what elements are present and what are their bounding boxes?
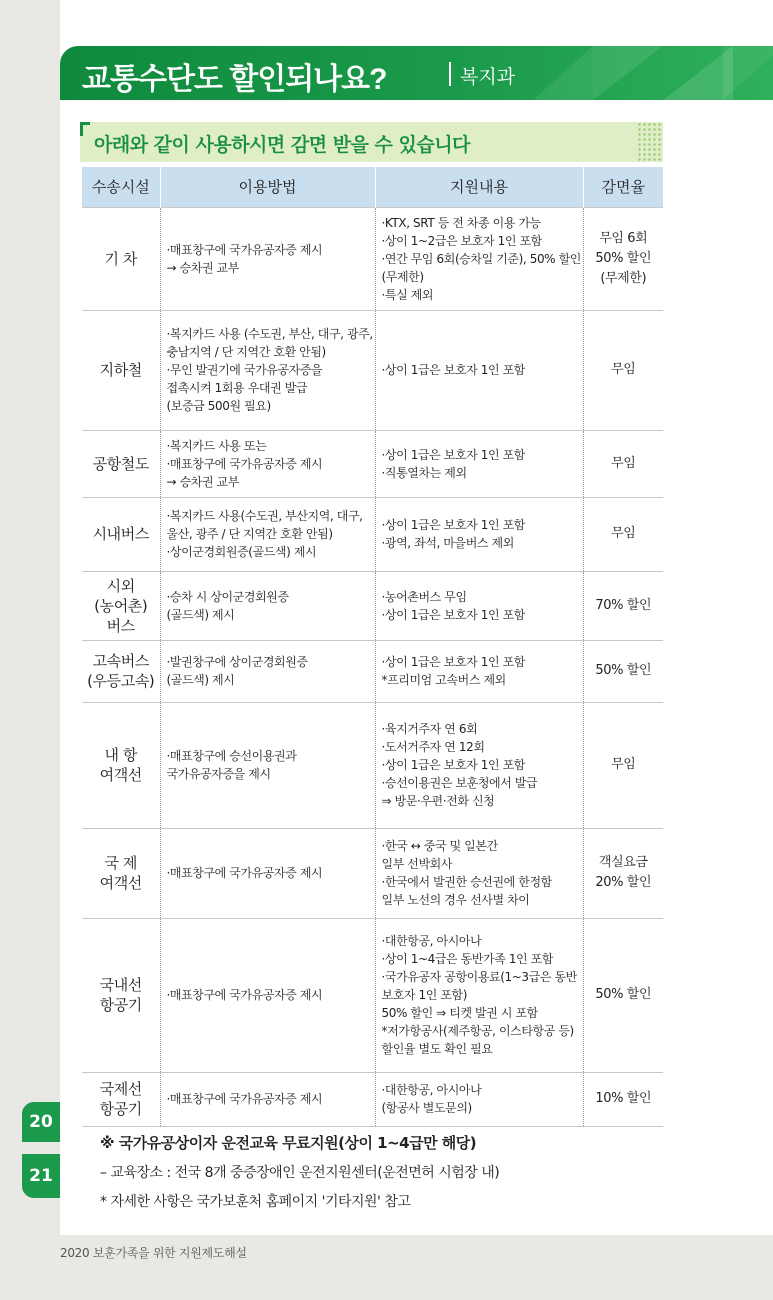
cell-line: 국가유공자증을 제시 bbox=[166, 767, 271, 781]
cell-line: ·상이 1급은 보호자 1인 포함 bbox=[381, 518, 525, 532]
cell-line: ·직통열차는 제외 bbox=[381, 465, 467, 480]
table-row bbox=[82, 430, 663, 497]
cell-line: ·복지카드 사용(수도권, 부산지역, 대구, bbox=[166, 509, 363, 523]
page-number-21: 21 bbox=[22, 1154, 60, 1198]
cell-line: 버스 bbox=[106, 616, 135, 635]
cell-line: ·한국 ↔ 중국 및 일본간 bbox=[381, 839, 498, 853]
dot-pattern bbox=[637, 122, 663, 162]
subheading-box bbox=[80, 122, 663, 162]
driving-education-note: ※ 국가유공상이자 운전교육 무료지원(상이 1~4급만 해당) bbox=[100, 1134, 477, 1152]
cell-line: ·복지카드 사용 (수도권, 부산, 대구, 광주, bbox=[166, 327, 373, 341]
cell-line: (보증금 500원 필요) bbox=[166, 399, 271, 413]
cell-line: 무임 bbox=[611, 455, 636, 471]
method-cell bbox=[160, 640, 375, 702]
cell-line: (농어촌) bbox=[94, 596, 148, 615]
cell-line: 울산, 광주 / 단 지역간 호환 안됨) bbox=[166, 527, 333, 541]
cell-line: ·도서거주자 연 12회 bbox=[381, 740, 485, 754]
cell-line: 항공기 bbox=[99, 996, 142, 1014]
rate-cell bbox=[583, 702, 663, 828]
cell-line: 공항철도 bbox=[92, 454, 149, 473]
cell-line: 국내선 bbox=[99, 976, 142, 994]
method-cell bbox=[160, 207, 375, 310]
cell-line: → 승차권 교부 bbox=[166, 260, 239, 275]
cell-line: ·매표창구에 국가유공자증 제시 bbox=[166, 1092, 323, 1106]
rate-cell bbox=[583, 1072, 663, 1126]
support-cell bbox=[375, 918, 583, 1072]
cell-line: → 승차권 교부 bbox=[166, 474, 239, 489]
cell-line: ·농어촌버스 무임 bbox=[381, 589, 467, 604]
table-header-row bbox=[82, 167, 663, 207]
facility-cell bbox=[82, 918, 160, 1072]
cell-line: ·육지거주자 연 6회 bbox=[381, 722, 478, 736]
facility-cell bbox=[82, 640, 160, 702]
cell-line: 70% 할인 bbox=[595, 597, 652, 613]
cell-line: (골드색) 제시 bbox=[166, 607, 235, 622]
table-row bbox=[82, 702, 663, 828]
column-header: 수송시설 bbox=[82, 167, 160, 207]
title-divider bbox=[449, 62, 451, 86]
support-cell bbox=[375, 702, 583, 828]
cell-line: *저가항공사(제주항공, 이스타항공 등) bbox=[381, 1024, 574, 1038]
rate-cell bbox=[583, 310, 663, 430]
cell-line: ·상이 1~2급은 보호자 1인 포함 bbox=[381, 233, 542, 248]
table-row bbox=[82, 497, 663, 571]
cell-line: ·발권창구에 상이군경회원증 bbox=[166, 655, 308, 669]
method-cell bbox=[160, 828, 375, 918]
cell-line: 무임 bbox=[611, 757, 636, 772]
page-title: 교통수단도 할인되나요? bbox=[82, 63, 387, 96]
rate-cell bbox=[583, 828, 663, 918]
cell-line: 무임 6회 bbox=[599, 230, 648, 246]
cell-line: ·KTX, SRT 등 전 차종 이용 가능 bbox=[381, 215, 541, 230]
cell-line: 할인율 별도 확인 필요 bbox=[381, 1042, 493, 1056]
cell-line: (무제한) bbox=[600, 270, 647, 286]
cell-line: 국 제 bbox=[104, 854, 138, 872]
support-cell bbox=[375, 828, 583, 918]
transport-discount-table bbox=[82, 167, 663, 1127]
cell-line: ·상이 1급은 보호자 1인 포함 bbox=[381, 363, 525, 377]
subheading-text: 아래와 같이 사용하시면 감면 받을 수 있습니다 bbox=[94, 134, 470, 156]
cell-line: ⇒ 방문·우편·전화 신청 bbox=[381, 794, 495, 808]
facility-cell bbox=[82, 310, 160, 430]
cell-line: 내 항 bbox=[104, 746, 138, 764]
support-cell bbox=[375, 430, 583, 497]
cell-line: 접촉시켜 1회용 우대권 발급 bbox=[166, 381, 308, 395]
cell-line: 20% 할인 bbox=[595, 875, 652, 890]
cell-line: 항공기 bbox=[99, 1100, 142, 1118]
cell-line: 고속버스 bbox=[92, 652, 149, 670]
rate-cell bbox=[583, 918, 663, 1072]
cell-line: 충남지역 / 단 지역간 호환 안됨) bbox=[166, 345, 326, 359]
facility-cell bbox=[82, 828, 160, 918]
cell-line: (항공사 별도문의) bbox=[381, 1101, 472, 1115]
page-number-20: 20 bbox=[22, 1102, 60, 1142]
corner-bracket-icon bbox=[80, 122, 90, 136]
cell-line: 무임 bbox=[611, 362, 636, 377]
cell-line: 국제선 bbox=[99, 1080, 142, 1098]
method-cell bbox=[160, 702, 375, 828]
cell-line: 10% 할인 bbox=[595, 1091, 652, 1106]
table-row bbox=[82, 828, 663, 918]
cell-line: ·매표창구에 국가유공자증 제시 bbox=[166, 456, 323, 471]
cell-line: 지하철 bbox=[99, 361, 142, 379]
table-row bbox=[82, 1072, 663, 1126]
rate-cell bbox=[583, 571, 663, 640]
cell-line: ·상이 1급은 보호자 1인 포함 bbox=[381, 607, 525, 622]
support-cell bbox=[375, 640, 583, 702]
table-row bbox=[82, 918, 663, 1072]
rate-cell bbox=[583, 640, 663, 702]
homepage-reference-note: * 자세한 사항은 국가보훈처 홈페이지 '기타지원' 참고 bbox=[100, 1194, 411, 1210]
cell-line: ·대한항공, 아시아나 bbox=[381, 934, 482, 948]
cell-line: ·특실 제외 bbox=[381, 287, 434, 302]
method-cell bbox=[160, 918, 375, 1072]
method-cell bbox=[160, 430, 375, 497]
cell-line: ·매표창구에 국가유공자증 제시 bbox=[166, 242, 323, 257]
cell-line: 무임 bbox=[611, 526, 636, 541]
cell-line: ·상이 1급은 보호자 1인 포함 bbox=[381, 447, 525, 462]
method-cell bbox=[160, 310, 375, 430]
column-header: 지원내용 bbox=[375, 167, 583, 207]
cell-line: 50% 할인 bbox=[595, 250, 652, 266]
cell-line: ·한국에서 발권한 승선권에 한정함 bbox=[381, 875, 552, 889]
method-cell bbox=[160, 1072, 375, 1126]
cell-line: (골드색) 제시 bbox=[166, 673, 235, 687]
cell-line: ·대한항공, 아시아나 bbox=[381, 1083, 482, 1097]
cell-line: ·승선이용권은 보훈청에서 발급 bbox=[381, 776, 538, 790]
cell-line: ·연간 무임 6회(승차일 기준), 50% 할인 bbox=[381, 251, 581, 266]
cell-line: 여객선 bbox=[99, 766, 142, 784]
cell-line: ·복지카드 사용 또는 bbox=[166, 438, 267, 453]
cell-line: (우등고속) bbox=[87, 672, 155, 690]
facility-cell bbox=[82, 497, 160, 571]
cell-line: ·상이 1급은 보호자 1인 포함 bbox=[381, 758, 525, 772]
cell-line: 50% 할인 bbox=[595, 987, 652, 1002]
cell-line: ·국가유공자 공항이용료(1~3급은 동반 bbox=[381, 970, 577, 984]
cell-line: ·상이 1급은 보호자 1인 포함 bbox=[381, 655, 525, 669]
rate-cell bbox=[583, 497, 663, 571]
cell-line: 객실요금 bbox=[598, 855, 648, 870]
cell-line: ·매표창구에 국가유공자증 제시 bbox=[166, 866, 323, 880]
method-cell bbox=[160, 497, 375, 571]
cell-line: *프리미엄 고속버스 제외 bbox=[381, 673, 506, 687]
cell-line: 여객선 bbox=[99, 874, 142, 892]
cell-line: ·매표창구에 승선이용권과 bbox=[166, 749, 297, 763]
education-location-note: – 교육장소 : 전국 8개 중증장애인 운전지원센터(운전면허 시험장 내) bbox=[100, 1165, 500, 1181]
facility-cell bbox=[82, 702, 160, 828]
footer-text: 2020 보훈가족을 위한 지원제도해설 bbox=[60, 1246, 247, 1260]
support-cell bbox=[375, 1072, 583, 1126]
cell-line: ·승차 시 상이군경회원증 bbox=[166, 589, 289, 604]
cell-line: ·무인 발권기에 국가유공자증을 bbox=[166, 363, 323, 377]
facility-cell bbox=[82, 430, 160, 497]
cell-line: 50% 할인 ⇒ 티켓 발권 시 포함 bbox=[381, 1006, 538, 1020]
table-row bbox=[82, 310, 663, 430]
rate-cell bbox=[583, 430, 663, 497]
cell-line: ·상이군경회원증(골드색) 제시 bbox=[166, 545, 317, 559]
cell-line: ·매표창구에 국가유공자증 제시 bbox=[166, 988, 323, 1002]
table-row bbox=[82, 571, 663, 640]
cell-line: 시외 bbox=[106, 576, 135, 595]
table-row bbox=[82, 207, 663, 310]
support-cell bbox=[375, 207, 583, 310]
support-cell bbox=[375, 571, 583, 640]
facility-cell bbox=[82, 1072, 160, 1126]
facility-cell bbox=[82, 207, 160, 310]
cell-line: 시내버스 bbox=[92, 525, 149, 543]
cell-line: 일부 선박회사 bbox=[381, 857, 453, 871]
column-header: 감면율 bbox=[583, 167, 663, 207]
support-cell bbox=[375, 310, 583, 430]
cell-line: ·광역, 좌석, 마을버스 제외 bbox=[381, 536, 514, 550]
cell-line: ·상이 1~4급은 동반가족 1인 포함 bbox=[381, 952, 554, 966]
table-row bbox=[82, 640, 663, 702]
support-cell bbox=[375, 497, 583, 571]
rate-cell bbox=[583, 207, 663, 310]
cell-line: 일부 노선의 경우 선사별 차이 bbox=[381, 893, 530, 907]
cell-line: (무제한) bbox=[381, 269, 424, 284]
title-banner bbox=[60, 46, 773, 100]
department-label: 복지과 bbox=[460, 66, 516, 88]
cell-line: 보호자 1인 포함) bbox=[381, 988, 467, 1002]
facility-cell bbox=[82, 571, 160, 640]
cell-line: 기 차 bbox=[104, 249, 138, 268]
cell-line: 50% 할인 bbox=[595, 663, 652, 678]
method-cell bbox=[160, 571, 375, 640]
column-header: 이용방법 bbox=[160, 167, 375, 207]
